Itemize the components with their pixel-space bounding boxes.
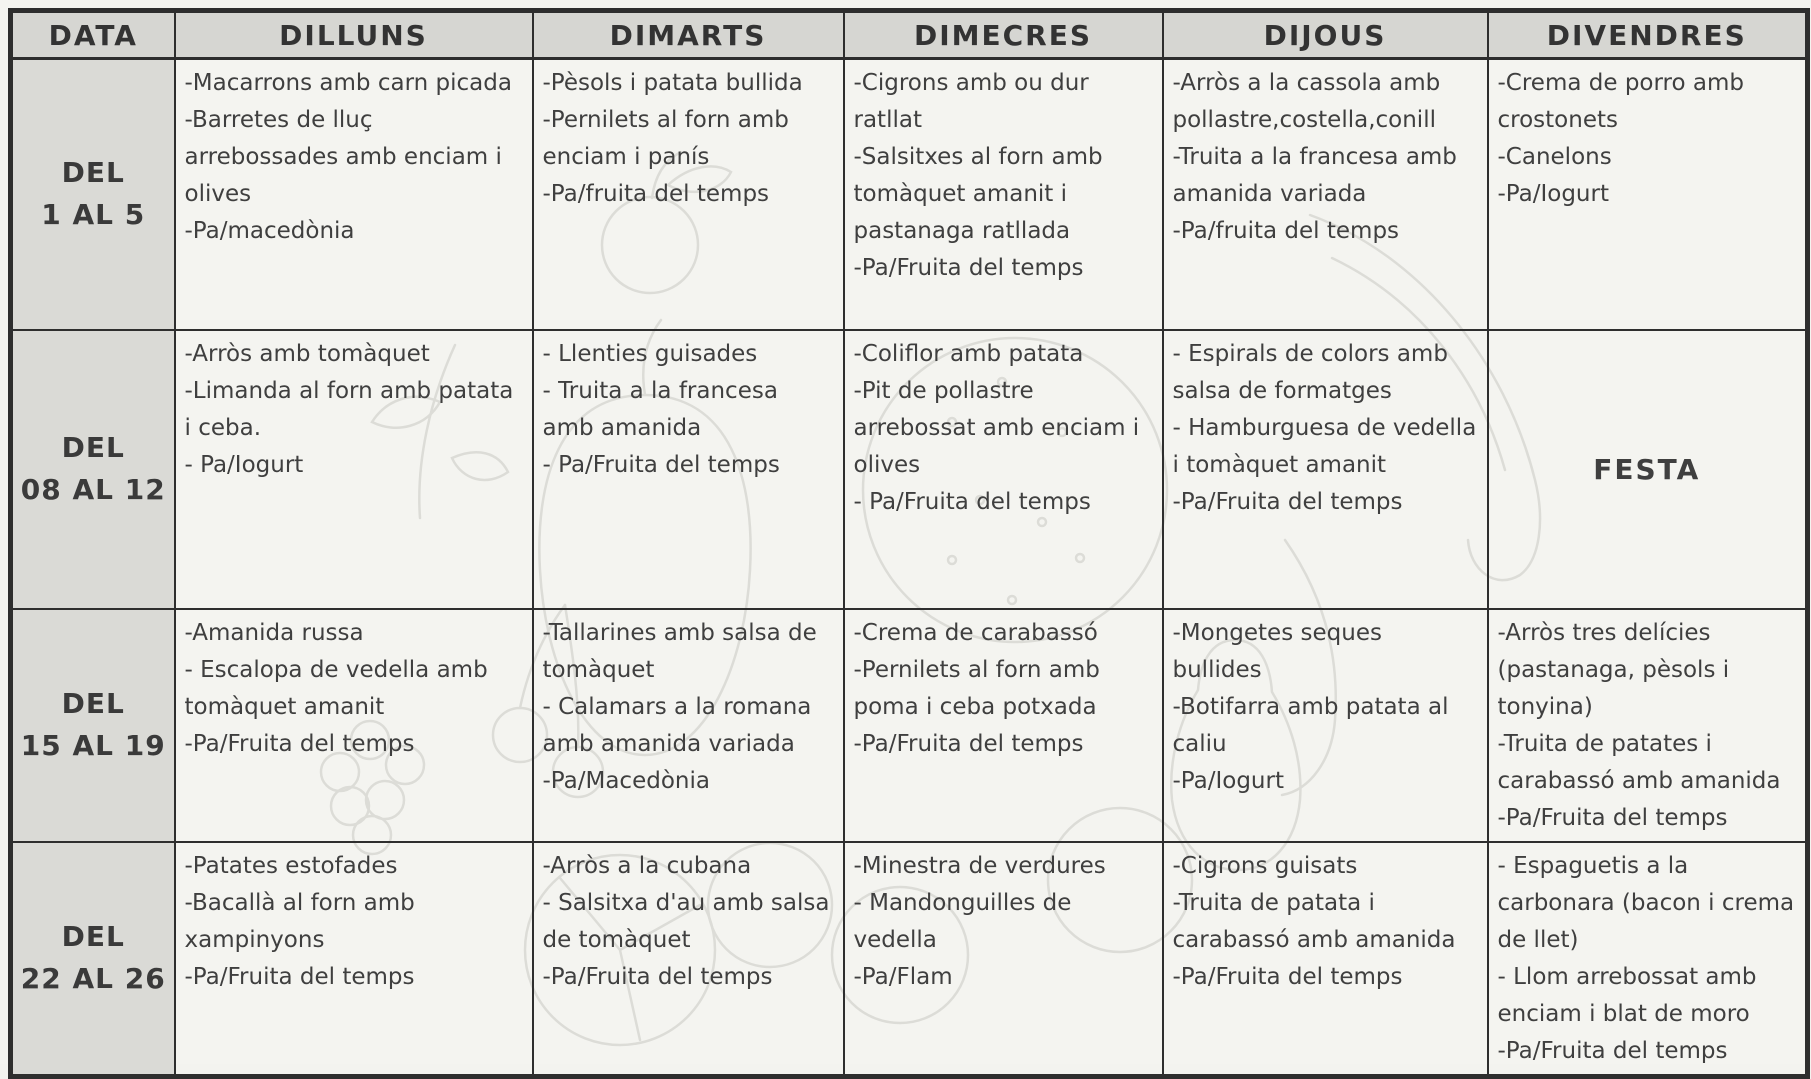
menu-item: -Cigrons guisats [1172, 852, 1358, 879]
menu-item: - Espaguetis a la carbonara (bacon i crema de llet) [1497, 852, 1795, 953]
menu-item: - Escalopa de vedella amb tomàquet amanit [184, 656, 488, 720]
menu-item: -Pa/fruita del temps [1172, 218, 1400, 244]
menu-item: - Calamars a la romana amb amanida variada [542, 693, 812, 757]
menu-item: -Pa/Fruita del temps [184, 963, 415, 990]
date-line: DEL [61, 156, 125, 190]
menu-item: -Pa/Fruita del temps [542, 963, 773, 990]
menu-item: -Minestra de verdures [853, 852, 1106, 879]
menu-cell [175, 59, 533, 330]
column-header-dijous: DIJOUS [1163, 11, 1488, 59]
menu-cell [844, 59, 1163, 330]
column-header-dimarts: DIMARTS [533, 11, 844, 59]
menu-cell [844, 842, 1163, 1077]
menu-row [11, 59, 1808, 330]
date-cell [11, 59, 175, 330]
menu-item: - Pa/Fruita del temps [853, 488, 1091, 515]
menu-item: -Amanida russa [184, 619, 364, 646]
menu-item: - Hamburguesa de vedella i tomàquet amanit [1172, 414, 1477, 478]
column-header-dimecres: DIMECRES [844, 11, 1163, 59]
menu-table [8, 8, 1810, 1079]
menu-row [11, 330, 1808, 609]
menu-item: -Truita a la francesa amb amanida variada [1172, 144, 1457, 207]
menu-item: -Pèsols i patata bullida [542, 70, 803, 96]
menu-item: -Pa/Fruita del temps [1497, 1037, 1728, 1064]
menu-item: -Pa/Flam [853, 963, 953, 990]
menu-item: -Pa/Fruita del temps [853, 730, 1084, 757]
menu-item: -Pa/Fruita del temps [1172, 963, 1403, 990]
menu-cell [175, 609, 533, 842]
menu-item: -Cigrons amb ou dur ratllat [853, 70, 1089, 133]
menu-cell [533, 842, 844, 1077]
menu-item: -Limanda al forn amb patata i ceba. [184, 377, 514, 441]
menu-item: -Pa/Fruita del temps [184, 730, 415, 757]
date-line: 08 AL 12 [20, 473, 166, 506]
date-line: DEL [61, 920, 125, 953]
menu-item: -Pa/Fruita del temps [853, 255, 1084, 281]
menu-cell [533, 330, 844, 609]
menu-row [11, 609, 1808, 842]
menu-item: -Salsitxes al forn amb tomàquet amanit i pastanaga ratllada [853, 144, 1103, 244]
menu-cell [175, 842, 533, 1077]
menu-cell [1163, 330, 1488, 609]
menu-item: -Tallarines amb salsa de tomàquet [542, 619, 817, 683]
menu-item: -Patates estofades [184, 852, 398, 879]
menu-item: -Arròs a la cassola amb pollastre,costella,conill [1172, 70, 1441, 133]
menu-item: -Crema de carabassó [853, 619, 1098, 646]
menu-item: -Arròs a la cubana [542, 852, 752, 879]
menu-item: -Pa/Macedònia [542, 767, 710, 794]
menu-item: - Salsitxa d'au amb salsa de tomàquet [542, 889, 830, 953]
menu-item: - Espirals de colors amb salsa de formatges [1172, 340, 1448, 404]
menu-item: -Barretes de lluç arrebossades amb enciam i olives [184, 107, 502, 207]
menu-item: -Arròs tres delícies (pastanaga, pèsols i tonyina) [1497, 619, 1730, 720]
menu-item: -Mongetes seques bullides [1172, 619, 1382, 683]
menu-item: -Pernilets al forn amb poma i ceba potxada [853, 656, 1100, 720]
menu-cell [1488, 609, 1808, 842]
menu-cell [533, 609, 844, 842]
date-line: 15 AL 19 [20, 729, 166, 762]
menu-cell [1163, 59, 1488, 330]
menu-cell [844, 330, 1163, 609]
menu-item: -Botifarra amb patata al caliu [1172, 693, 1449, 757]
menu-item: -Pit de pollastre arrebossat amb enciam i olives [853, 377, 1140, 478]
menu-item: -Pa/Iogurt [1172, 767, 1284, 794]
menu-item: -Pernilets al forn amb enciam i panís [542, 107, 789, 170]
festa-cell [1488, 330, 1808, 609]
menu-cell [1488, 842, 1808, 1077]
menu-item: - Pa/Fruita del temps [542, 451, 780, 478]
column-header-data: DATA [11, 11, 175, 59]
column-header-divendres: DIVENDRES [1488, 11, 1808, 59]
menu-cell [1488, 59, 1808, 330]
menu-cell [1163, 609, 1488, 842]
menu-item: - Truita a la francesa amb amanida [542, 377, 778, 441]
menu-item: -Crema de porro amb crostonets [1497, 70, 1744, 133]
menu-item: -Pa/Fruita del temps [1497, 804, 1728, 831]
menu-item: - Mandonguilles de vedella [853, 889, 1072, 953]
menu-item: -Pa/Fruita del temps [1172, 488, 1403, 515]
menu-item: -Bacallà al forn amb xampinyons [184, 889, 415, 953]
menu-item: -Pa/Iogurt [1497, 181, 1609, 207]
date-cell [11, 842, 175, 1077]
festa-label: FESTA [1593, 452, 1701, 486]
menu-cell [175, 330, 533, 609]
date-line: 1 AL 5 [41, 198, 146, 232]
menu-row [11, 842, 1808, 1077]
menu-item: - Llom arrebossat amb enciam i blat de moro [1497, 963, 1757, 1027]
menu-item: -Pa/macedònia [184, 218, 355, 244]
menu-item: - Llenties guisades [542, 340, 758, 367]
menu-item: - Pa/Iogurt [184, 451, 304, 478]
menu-item: -Truita de patata i carabassó amb amanida [1172, 889, 1456, 953]
menu-cell [844, 609, 1163, 842]
menu-item: -Pa/fruita del temps [542, 181, 770, 207]
menu-cell [533, 59, 844, 330]
menu-item: -Truita de patates i carabassó amb amanida [1497, 730, 1781, 794]
menu-item: -Canelons [1497, 144, 1612, 170]
header-row [11, 11, 1808, 59]
date-cell [11, 609, 175, 842]
menu-item: -Coliflor amb patata [853, 340, 1084, 367]
menu-item: -Arròs amb tomàquet [184, 340, 430, 367]
date-line: DEL [61, 687, 125, 720]
column-header-dilluns: DILLUNS [175, 11, 533, 59]
date-line: DEL [61, 431, 125, 464]
date-cell [11, 330, 175, 609]
menu-cell [1163, 842, 1488, 1077]
date-line: 22 AL 26 [20, 962, 166, 995]
menu-item: -Macarrons amb carn picada [184, 70, 512, 96]
